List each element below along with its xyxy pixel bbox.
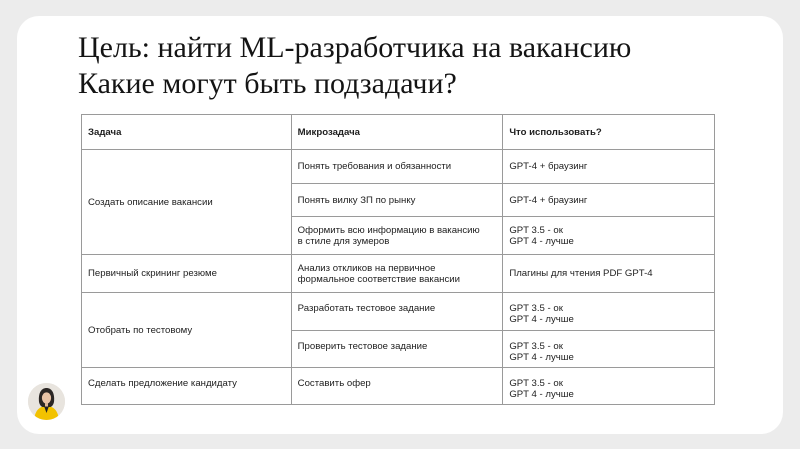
tool-cell: GPT 3.5 - ок GPT 4 - лучше: [503, 368, 715, 405]
microtask-cell: Оформить всю информацию в вакансию в стиле для зумеров: [291, 217, 503, 255]
table-row: [82, 368, 715, 405]
header-task: Задача: [82, 115, 292, 150]
task-cell: Отобрать по тестовому: [82, 293, 292, 368]
tool-cell: GPT 3.5 - ок GPT 4 - лучше: [503, 293, 715, 331]
table-row: [82, 150, 715, 184]
presenter-avatar-icon: [28, 383, 65, 420]
tool-cell: GPT 3.5 - ок GPT 4 - лучше: [503, 331, 715, 368]
task-cell: Сделать предложение кандидату: [82, 368, 292, 405]
task-cell: Первичный скрининг резюме: [82, 255, 292, 293]
header-microtask: Микрозадача: [291, 115, 503, 150]
header-tool: Что использовать?: [503, 115, 715, 150]
microtask-cell: Разработать тестовое задание: [291, 293, 503, 331]
tool-cell: GPT-4 + браузинг: [503, 184, 715, 217]
microtask-cell: Понять вилку ЗП по рынку: [291, 184, 503, 217]
microtask-cell: Проверить тестовое задание: [291, 331, 503, 368]
task-cell: Создать описание вакансии: [82, 150, 292, 255]
slide-title: [78, 30, 631, 102]
table-row: [82, 293, 715, 331]
table-header-row: [82, 115, 715, 150]
microtask-cell: Составить офер: [291, 368, 503, 405]
title-line-2: Какие могут быть подзадачи?: [78, 67, 457, 100]
tool-cell: GPT 3.5 - ок GPT 4 - лучше: [503, 217, 715, 255]
tool-cell: Плагины для чтения PDF GPT-4: [503, 255, 715, 293]
tool-cell: GPT-4 + браузинг: [503, 150, 715, 184]
microtask-cell: Понять требования и обязанности: [291, 150, 503, 184]
subtasks-table: [81, 114, 715, 405]
microtask-cell: Анализ откликов на первичное формальное соответствие вакансии: [291, 255, 503, 293]
table-row: [82, 255, 715, 293]
title-line-1: Цель: найти ML-разработчика на вакансию: [78, 31, 632, 64]
